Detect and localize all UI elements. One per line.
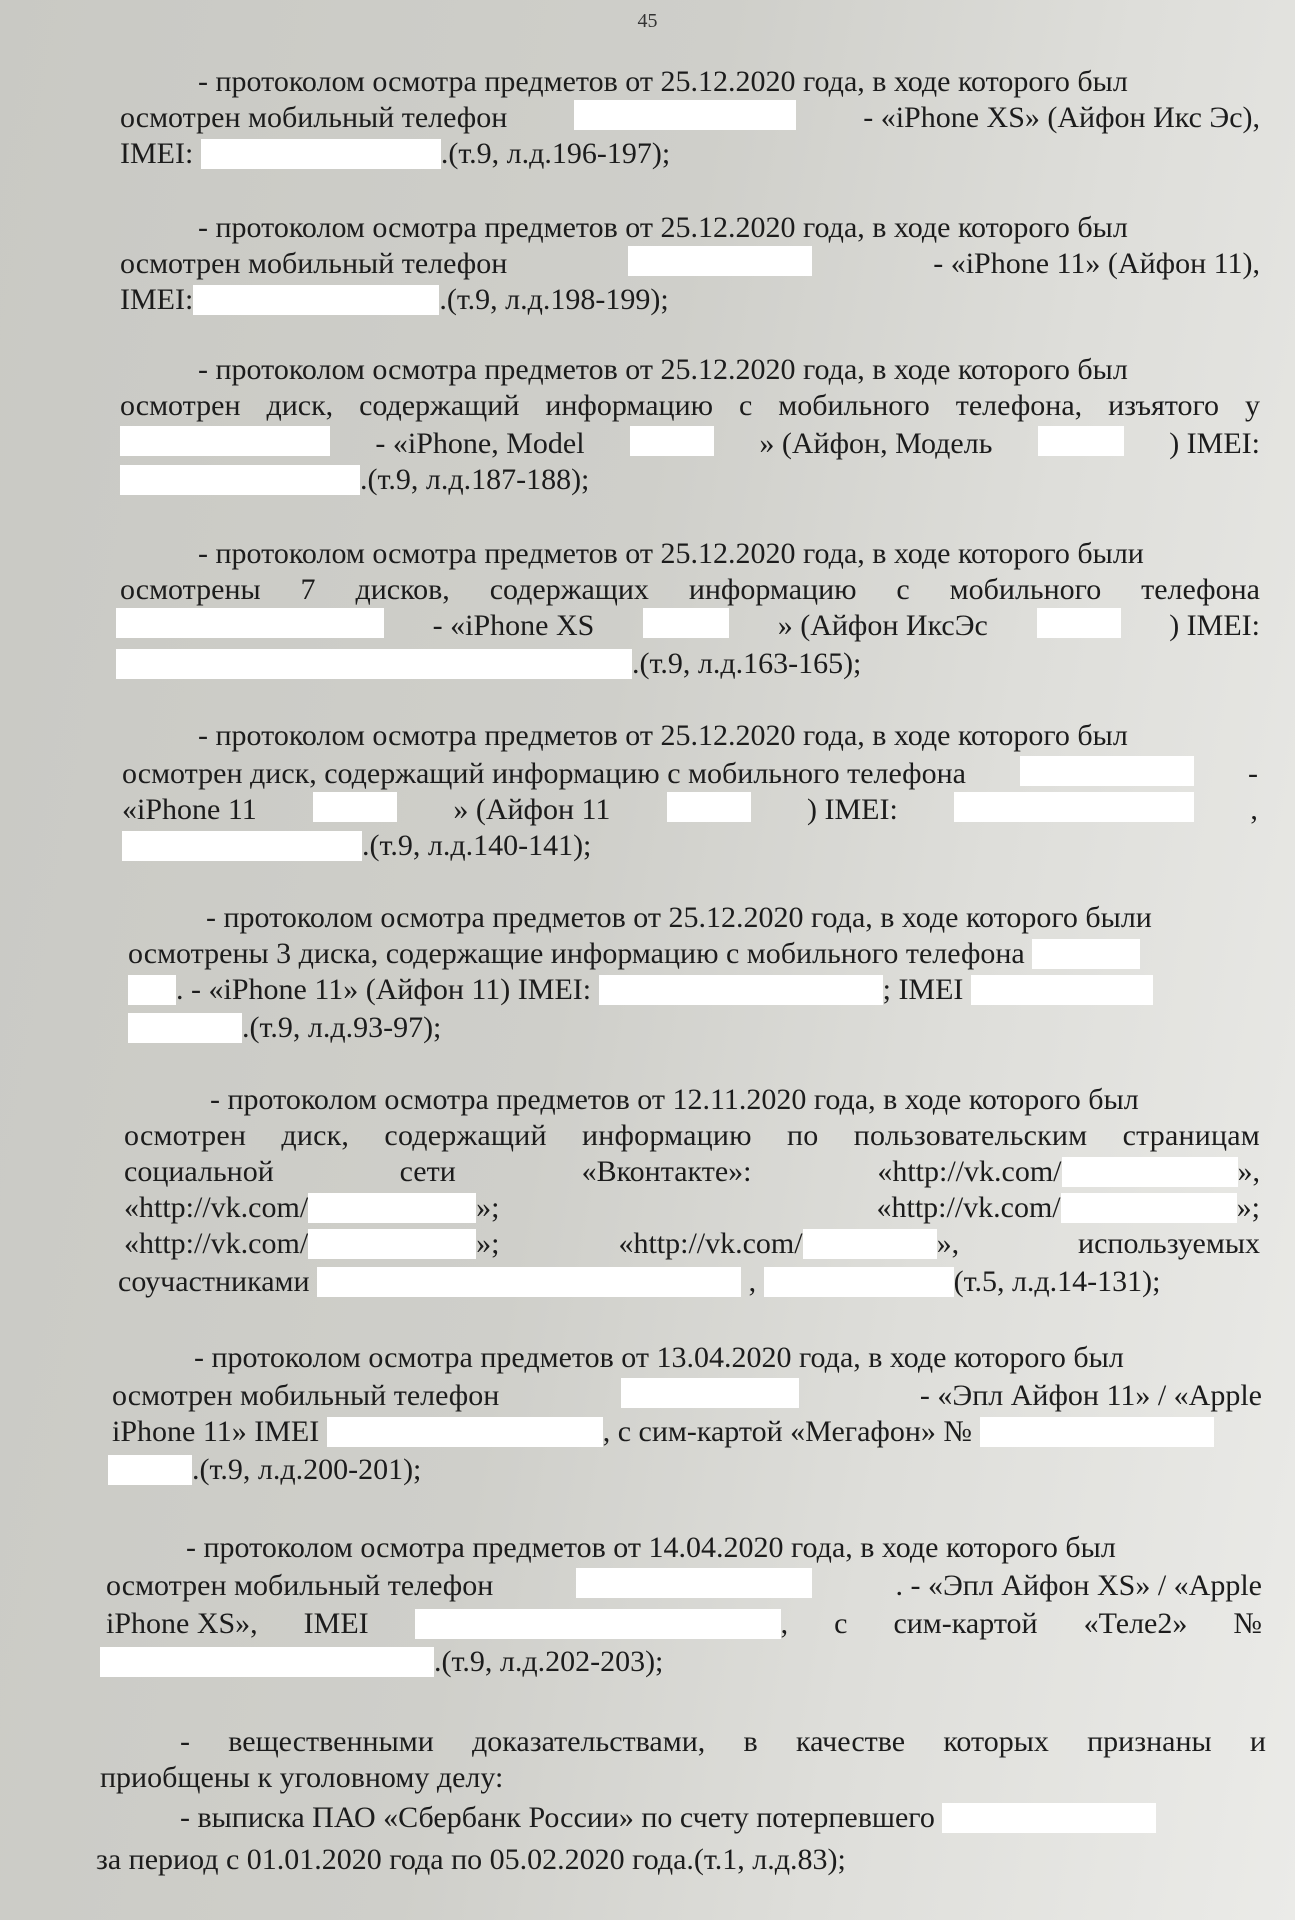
redaction-block xyxy=(1061,1193,1237,1223)
paragraph-line: - «iPhone XS » (Айфон ИксЭс ) IMEI: xyxy=(116,608,1260,644)
redaction-block xyxy=(942,1803,1156,1833)
redaction-block xyxy=(415,1609,781,1639)
paragraph-line: - протоколом осмотра предметов от 13.04.2020 года, в ходе которого был xyxy=(194,1341,1124,1374)
paragraph-line: iPhone XS», IMEI , с сим-картой «Теле2» № xyxy=(106,1607,1262,1640)
paragraph-line: осмотрен диск, содержащий информацию с мобильного телефона - xyxy=(122,757,1258,790)
paragraph-line: - протоколом осмотра предметов от 25.12.2020 года, в ходе которого были xyxy=(198,537,1144,570)
redaction-block xyxy=(128,1013,242,1043)
redaction-block xyxy=(803,1229,937,1259)
redaction-block xyxy=(193,285,439,315)
redaction-block xyxy=(1020,756,1194,786)
redaction-block xyxy=(599,975,883,1005)
redaction-block xyxy=(980,1417,1214,1447)
redaction-block xyxy=(120,465,360,495)
paragraph-line: соучастниками , (т.5, л.д.14-131); xyxy=(118,1265,1161,1298)
redaction-block xyxy=(120,426,330,456)
redaction-block xyxy=(116,649,632,679)
paragraph-line: - протоколом осмотра предметов от 12.11.2020 года, в ходе которого был xyxy=(210,1083,1139,1116)
redaction-block xyxy=(128,975,176,1005)
paragraph-line: приобщены к уголовному делу: xyxy=(100,1761,504,1794)
paragraph-line: .(т.9, л.д.93-97); xyxy=(128,1010,441,1046)
redaction-block xyxy=(1032,939,1140,969)
page-number: 45 xyxy=(637,10,658,32)
paragraph-line: .(т.9, л.д.187-188); xyxy=(120,462,589,498)
paragraph-line: «http://vk.com/ »; «http://vk.com/ », используемых xyxy=(124,1227,1260,1260)
redaction-block xyxy=(667,792,751,822)
paragraph-line: осмотрен диск, содержащий информацию по пользовательским страницам xyxy=(124,1119,1260,1152)
paragraph-line: iPhone 11» IMEI , с сим-картой «Мегафон» № xyxy=(112,1414,1214,1450)
redaction-block xyxy=(954,792,1194,822)
paragraph-line: IMEI: .(т.9, л.д.196-197); xyxy=(120,137,671,170)
paragraph-line: .(т.9, л.д.202-203); xyxy=(100,1644,663,1680)
redaction-block xyxy=(108,1455,192,1485)
redaction-block xyxy=(764,1267,954,1297)
paragraph-line: осмотрен мобильный телефон - «iPhone 11» (Айфон 11), xyxy=(120,247,1260,280)
paragraph-line: осмотрены 7 дисков, содержащих информацию с мобильного телефона xyxy=(120,573,1260,606)
paragraph-line: осмотрен мобильный телефон - «iPhone XS» (Айфон Икс Эс), xyxy=(120,101,1260,134)
redaction-block xyxy=(317,1267,741,1297)
paragraph-line: .(т.9, л.д.163-165); xyxy=(116,646,861,682)
paragraph-line: - протоколом осмотра предметов от 14.04.2020 года, в ходе которого был xyxy=(186,1531,1116,1564)
paragraph-line: «http://vk.com/ »; «http://vk.com/ »; xyxy=(124,1191,1260,1224)
redaction-block xyxy=(971,975,1153,1005)
redaction-block xyxy=(308,1229,476,1259)
redaction-block xyxy=(122,831,362,861)
paragraph-line: .(т.9, л.д.200-201); xyxy=(108,1452,421,1488)
redaction-block xyxy=(327,1417,603,1447)
paragraph-line: .(т.9, л.д.140-141); xyxy=(122,828,591,864)
paragraph-line: социальной сети «Вконтакте»: «http://vk.com/ », xyxy=(124,1155,1260,1188)
paragraph-line: - выписка ПАО «Сбербанк России» по счету потерпевшего xyxy=(180,1800,1156,1836)
redaction-block xyxy=(100,1647,434,1677)
paragraph-line: - протоколом осмотра предметов от 25.12.2020 года, в ходе которого был xyxy=(198,65,1128,98)
redaction-block xyxy=(621,1378,799,1408)
redaction-block xyxy=(201,139,441,169)
redaction-block xyxy=(1062,1157,1238,1187)
paragraph-line: осмотрены 3 диска, содержащие информацию с мобильного телефона xyxy=(128,936,1140,972)
paragraph-line: за период с 01.01.2020 года по 05.02.2020 года.(т.1, л.д.83); xyxy=(96,1843,846,1876)
redaction-block xyxy=(576,1568,812,1598)
paragraph-line: - протоколом осмотра предметов от 25.12.2020 года, в ходе которого был xyxy=(198,211,1128,244)
paragraph-line: осмотрен мобильный телефон - «Эпл Айфон 11» / «Apple xyxy=(112,1379,1262,1412)
paragraph-line: - «iPhone, Model » (Айфон, Модель ) IMEI: xyxy=(120,426,1260,462)
redaction-block xyxy=(630,426,714,456)
paragraph-line: - протоколом осмотра предметов от 25.12.2020 года, в ходе которого были xyxy=(206,901,1152,934)
redaction-block xyxy=(1038,426,1124,456)
paragraph-line: «iPhone 11 » (Айфон 11 ) IMEI: , xyxy=(122,793,1258,826)
redaction-block xyxy=(628,246,812,276)
paragraph-line: - вещественными доказательствами, в качестве которых признаны и xyxy=(180,1725,1266,1758)
redaction-block xyxy=(116,608,384,638)
paragraph-line: осмотрен диск, содержащий информацию с мобильного телефона, изъятого у xyxy=(120,389,1260,422)
redaction-block xyxy=(643,608,729,638)
redaction-block xyxy=(574,100,796,130)
paragraph-line: - протоколом осмотра предметов от 25.12.2020 года, в ходе которого был xyxy=(198,719,1128,752)
paragraph-line: - протоколом осмотра предметов от 25.12.2020 года, в ходе которого был xyxy=(198,353,1128,386)
paragraph-line: осмотрен мобильный телефон . - «Эпл Айфон XS» / «Apple xyxy=(106,1569,1262,1602)
paragraph-line: . - «iPhone 11» (Айфон 11) IMEI: ; IMEI xyxy=(128,972,1264,1008)
redaction-block xyxy=(1037,608,1121,638)
redaction-block xyxy=(308,1193,476,1223)
paragraph-line: IMEI: .(т.9, л.д.198-199); xyxy=(120,283,669,316)
redaction-block xyxy=(313,792,397,822)
